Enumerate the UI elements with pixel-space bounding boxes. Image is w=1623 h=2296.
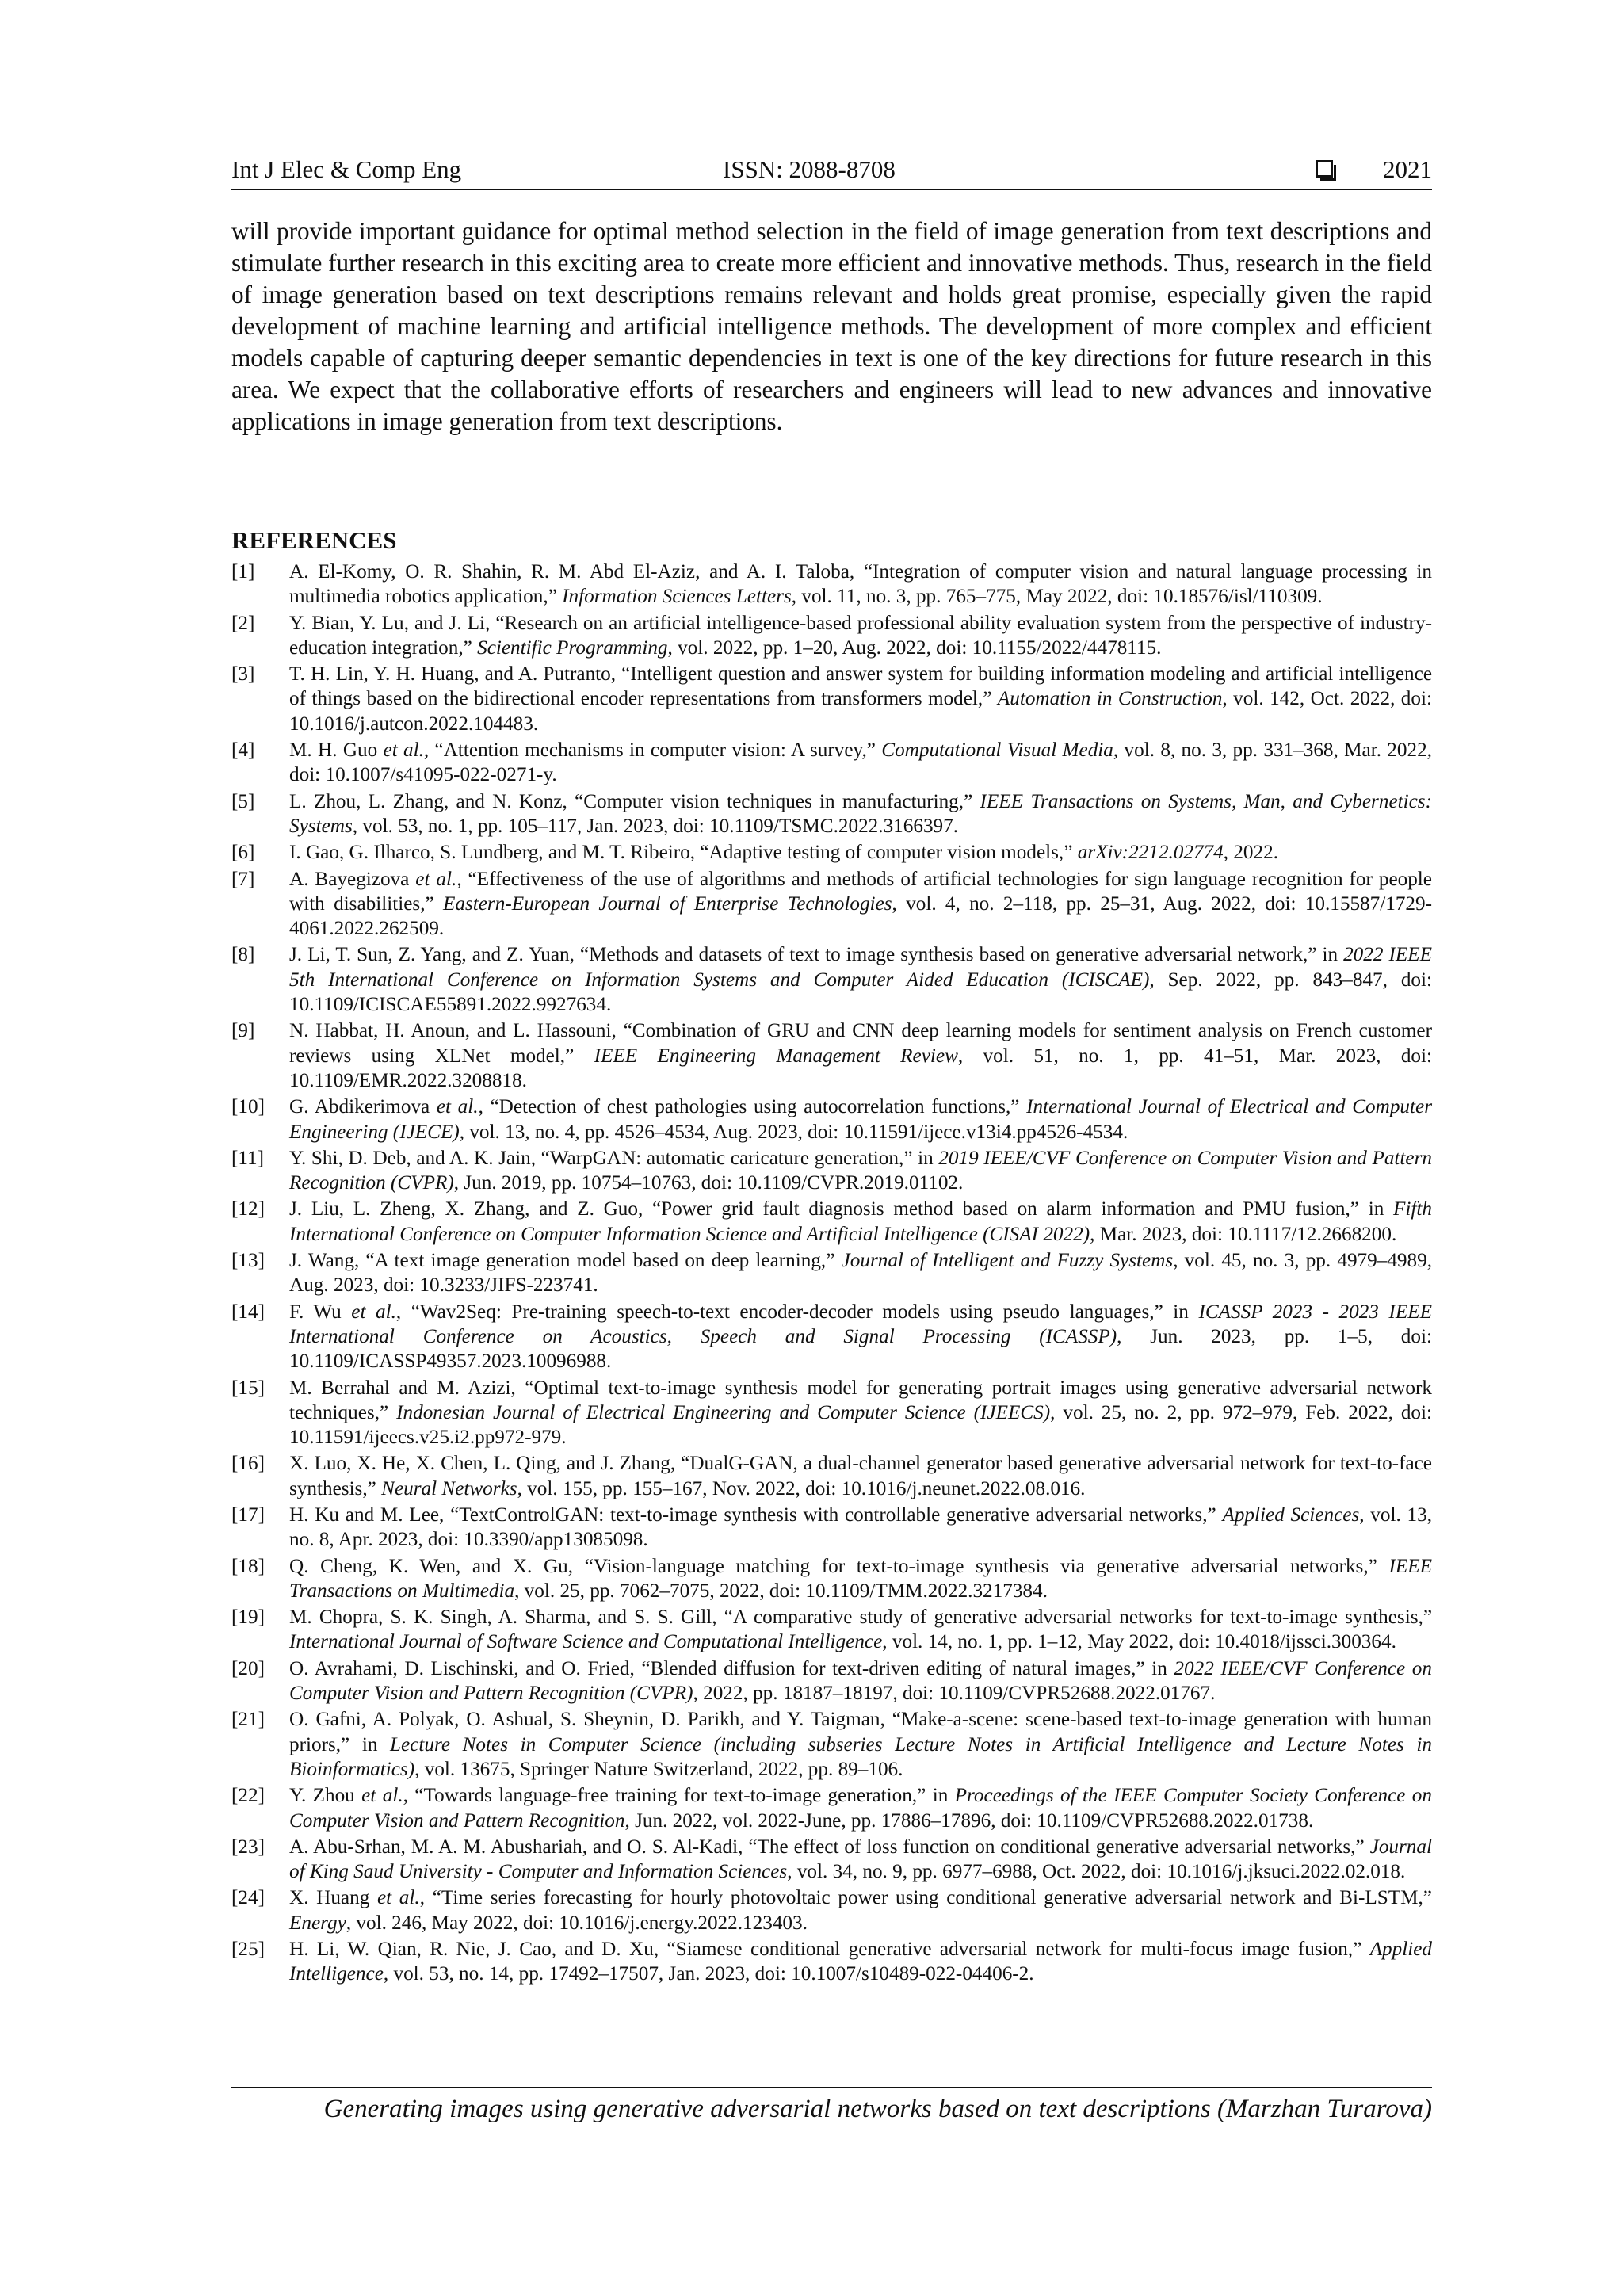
reference-segment: , vol. 11, no. 3, pp. 765–775, May 2022, doi: 10.18576/isl/110309. (791, 586, 1323, 608)
reference-number: [19] (231, 1606, 265, 1629)
reference-text (289, 1197, 1432, 1247)
reference-item (231, 840, 1432, 865)
reference-segment: , vol. 2022, pp. 1–20, Aug. 2022, doi: 10.1155/2022/4478115. (667, 636, 1162, 659)
reference-segment: , Jun. 2023, pp. 1–5, doi: 10.1109/ICASSP49357.2023.10096988. (289, 1325, 1432, 1373)
reference-item (231, 1146, 1432, 1196)
reference-segment: , Jun. 2022, vol. 2022-June, pp. 17886–17896, doi: 10.1109/CVPR52688.2022.01738. (624, 1809, 1314, 1832)
reference-segment: , “Effectiveness of the use of algorithms and methods of artificial technologies for sign language recognition for people with disabilities,” (289, 868, 1432, 915)
reference-item (231, 1605, 1432, 1655)
reference-text (289, 942, 1432, 1017)
reference-segment: , Mar. 2023, doi: 10.1117/12.2668200. (1090, 1223, 1397, 1245)
reference-segment: , “Detection of chest pathologies using autocorrelation functions,” (478, 1096, 1027, 1118)
page-number: 2021 (1383, 155, 1432, 183)
reference-venue: Journal of King Saud University - Computer and Information Sciences (289, 1836, 1432, 1883)
reference-text (289, 662, 1432, 736)
reference-number: [6] (231, 842, 255, 864)
reference-text (289, 1554, 1432, 1604)
reference-text (289, 1783, 1432, 1833)
journal-name: Int J Elec & Comp Eng (231, 155, 462, 183)
reference-segment: Y. Bian, Y. Lu, and J. Li, “Research on an artificial intelligence-based professional ability evaluation system from the perspective of industry-education integration,” (289, 612, 1432, 659)
reference-segment: H. Ku and M. Lee, “TextControlGAN: text-to-image synthesis with controllable generative adversarial networks,” (289, 1503, 1223, 1526)
reference-segment: , “Time series forecasting for hourly photovoltaic power using conditional generative adversarial network and Bi-LSTM,” (419, 1887, 1432, 1909)
reference-item (231, 1885, 1432, 1935)
reference-venue: Information Sciences Letters (562, 586, 792, 608)
reference-venue: Applied Intelligence (289, 1939, 1432, 1985)
reference-item (231, 1554, 1432, 1604)
issn: ISSN: 2088-8708 (723, 155, 896, 183)
reference-segment: M. Berrahal and M. Azizi, “Optimal text-to-image synthesis model for generating portrait images using generative adversarial network techniques,” (289, 1377, 1432, 1423)
reference-item (231, 1503, 1432, 1553)
reference-segment: O. Avrahami, D. Lischinski, and O. Fried, “Blended diffusion for text-driven editing of natural images,” in (289, 1657, 1174, 1679)
reference-text (289, 611, 1432, 661)
reference-number: [1] (231, 561, 255, 583)
reference-number: [20] (231, 1657, 265, 1679)
reference-number: [5] (231, 790, 255, 812)
reference-segment: N. Habbat, H. Anoun, and L. Hassouni, “Combination of GRU and CNN deep learning models for sentiment analysis on French customer reviews using XLNet model,” (289, 1020, 1432, 1067)
reference-venue: 2022 IEEE/CVF Conference on Computer Vision and Pattern Recognition (CVPR) (289, 1657, 1432, 1705)
reference-number: [4] (231, 739, 255, 762)
reference-segment: J. Li, T. Sun, Z. Yang, and Z. Yuan, “Methods and datasets of text to image synthesis based on generative adversarial network,” in (289, 944, 1344, 966)
reference-text (289, 1248, 1432, 1298)
reference-number: [8] (231, 944, 255, 966)
reference-venue: IEEE Transactions on Systems, Man, and Cybernetics: Systems (289, 790, 1432, 837)
reference-text (289, 840, 1432, 865)
reference-venue: arXiv:2212.02774 (1077, 842, 1224, 864)
body-paragraph: will provide important guidance for optimal method selection in the field of image generation from text descriptions and stimulate further research in this exciting area to create more efficient and innovative methods. Thus, research in the field of image generation based on text descriptions remains relevant and holds great promise, especially given the rapid development of machine learning and artificial intelligence methods. The development of more complex and efficient models capable of capturing deeper semantic dependencies in text is one of the key directions for future research in this area. We expect that the collaborative efforts of researchers and engineers will lead to new advances and innovative applications in image generation from text descriptions. (231, 217, 1432, 435)
reference-venue: Lecture Notes in Computer Science (including subseries Lecture Notes in Artificial Intelligence and Lecture Notes in Bioinformatics) (289, 1733, 1432, 1780)
reference-venue: Automation in Construction (997, 688, 1223, 710)
reference-segment: J. Wang, “A text image generation model based on deep learning,” (289, 1250, 842, 1272)
reference-segment: , vol. 13, no. 4, pp. 4526–4534, Aug. 2023, doi: 10.11591/ijece.v13i4.pp4526-4534. (459, 1121, 1128, 1143)
reference-venue: ICASSP 2023 - 2023 IEEE International Conference on Acoustics, Speech and Signal Processing (ICASSP) (289, 1301, 1432, 1347)
reference-item (231, 1835, 1432, 1885)
reference-segment: M. Chopra, S. K. Singh, A. Sharma, and S. S. Gill, “A comparative study of generative adversarial networks for text-to-image synthesis,” (289, 1606, 1432, 1629)
reference-segment: , “Towards language-free training for text-to-image generation,” in (403, 1785, 955, 1807)
footer-divider (231, 2087, 1432, 2088)
reference-number: [13] (231, 1250, 265, 1272)
reference-segment: A. Abu-Srhan, M. A. M. Abushariah, and O. S. Al-Kadi, “The effect of loss function on conditional generative adversarial networks,” (289, 1836, 1370, 1858)
reference-text (289, 867, 1432, 942)
reference-item (231, 1451, 1432, 1501)
reference-number: [23] (231, 1836, 265, 1858)
square-icon (1316, 160, 1333, 178)
reference-segment: X. Luo, X. He, X. Chen, L. Qing, and J. Zhang, “DualG-GAN, a dual-channel generator based generative adversarial network for text-to-face synthesis,” (289, 1453, 1432, 1499)
reference-segment: F. Wu (289, 1301, 352, 1323)
reference-venue: et al. (415, 868, 457, 890)
reference-segment: J. Liu, L. Zheng, X. Zhang, and Z. Guo, “Power grid fault diagnosis method based on alarm information and PMU fusion,” in (289, 1198, 1394, 1221)
reference-text (289, 789, 1432, 839)
reference-segment: , 2022. (1223, 842, 1278, 864)
reference-number: [22] (231, 1785, 265, 1807)
reference-number: [9] (231, 1020, 255, 1042)
reference-segment: , 2022, pp. 18187–18197, doi: 10.1109/CVPR52688.2022.01767. (693, 1683, 1216, 1705)
reference-segment: , vol. 4, no. 2–118, pp. 25–31, Aug. 2022, doi: 10.15587/1729-4061.2022.262509. (289, 892, 1432, 940)
reference-venue: Computational Visual Media (881, 739, 1113, 762)
reference-item (231, 1095, 1432, 1144)
reference-venue: Fifth International Conference on Computer Information Science and Artificial Intelligence (CISAI 2022) (289, 1198, 1432, 1245)
reference-item (231, 1248, 1432, 1298)
references-heading: REFERENCES (231, 526, 397, 554)
reference-item (231, 1783, 1432, 1833)
reference-segment: , vol. 14, no. 1, pp. 1–12, May 2022, doi: 10.4018/ijssci.300364. (882, 1631, 1396, 1653)
reference-text (289, 1451, 1432, 1501)
reference-venue: Scientific Programming (477, 636, 668, 659)
reference-number: [3] (231, 663, 255, 686)
reference-segment: , vol. 13, no. 8, Apr. 2023, doi: 10.3390/app13085098. (289, 1503, 1433, 1551)
reference-segment: I. Gao, G. Ilharco, S. Lundberg, and M. T. Ribeiro, “Adaptive testing of computer vision models,” (289, 842, 1078, 864)
reference-number: [24] (231, 1887, 265, 1909)
reference-item (231, 560, 1432, 609)
reference-segment: , vol. 142, Oct. 2022, doi: 10.1016/j.autcon.2022.104483. (289, 688, 1432, 735)
reference-venue: Proceedings of the IEEE Computer Society Conference on Computer Vision and Pattern Recognition (289, 1785, 1432, 1832)
reference-number: [25] (231, 1939, 265, 1961)
reference-segment: , vol. 53, no. 1, pp. 105–117, Jan. 2023, doi: 10.1109/TSMC.2022.3166397. (352, 815, 959, 837)
reference-segment: Y. Zhou (289, 1785, 362, 1807)
reference-segment: T. H. Lin, Y. H. Huang, and A. Putranto, “Intelligent question and answer system for building information modeling and artificial intelligence of things based on the bidirectional encoder representations from transformers model,” (289, 663, 1432, 710)
reference-venue: et al. (351, 1301, 396, 1323)
reference-item (231, 1656, 1432, 1706)
reference-segment: , vol. 155, pp. 155–167, Nov. 2022, doi: 10.1016/j.neunet.2022.08.016. (517, 1477, 1086, 1499)
reference-segment: L. Zhou, L. Zhang, and N. Konz, “Computer vision techniques in manufacturing,” (289, 790, 980, 812)
reference-text (289, 1656, 1432, 1706)
reference-text (289, 738, 1432, 788)
reference-venue: IEEE Engineering Management Review (594, 1045, 958, 1067)
reference-number: [21] (231, 1709, 265, 1731)
reference-segment: , “Wav2Seq: Pre-training speech-to-text encoder-decoder models using pseudo languages,” in (395, 1301, 1199, 1323)
reference-segment: , vol. 13675, Springer Nature Switzerland, 2022, pp. 89–106. (414, 1758, 903, 1780)
reference-number: [17] (231, 1503, 265, 1526)
reference-venue: 2022 IEEE 5th International Conference on Information Systems and Computer Aided Education (ICISCAE) (289, 944, 1432, 991)
reference-venue: et al. (361, 1785, 403, 1807)
reference-segment: G. Abdikerimova (289, 1096, 437, 1118)
reference-text (289, 1018, 1432, 1093)
reference-number: [16] (231, 1453, 265, 1475)
reference-segment: , vol. 25, pp. 7062–7075, 2022, doi: 10.1109/TMM.2022.3217384. (514, 1580, 1048, 1602)
reference-number: [14] (231, 1301, 265, 1323)
reference-venue: Applied Sciences (1222, 1503, 1360, 1526)
reference-segment: H. Li, W. Qian, R. Nie, J. Cao, and D. Xu, “Siamese conditional generative adversarial network for multi-focus image fusion,” (289, 1939, 1370, 1961)
reference-segment: Q. Cheng, K. Wen, and X. Gu, “Vision-language matching for text-to-image synthesis via generative adversarial networks,” (289, 1555, 1389, 1577)
reference-text (289, 1885, 1432, 1935)
reference-text (289, 1146, 1432, 1196)
reference-segment: , vol. 53, no. 14, pp. 17492–17507, Jan. 2023, doi: 10.1007/s10489-022-04406-2. (383, 1963, 1034, 1985)
reference-text (289, 1937, 1432, 1987)
reference-segment: , vol. 25, no. 2, pp. 972–979, Feb. 2022, doi: 10.11591/ijeecs.v25.i2.pp972-979. (289, 1401, 1433, 1449)
reference-text (289, 1605, 1432, 1655)
page-header (231, 155, 1432, 189)
reference-item (231, 789, 1432, 839)
reference-segment: , vol. 34, no. 9, pp. 6977–6988, Oct. 2022, doi: 10.1016/j.jksuci.2022.02.018. (787, 1861, 1406, 1883)
reference-text (289, 1300, 1432, 1374)
reference-segment: M. H. Guo (289, 739, 384, 762)
reference-item (231, 1937, 1432, 1987)
reference-item (231, 611, 1432, 661)
reference-item (231, 867, 1432, 942)
references-list (231, 560, 1432, 1988)
reference-number: [10] (231, 1096, 265, 1118)
reference-venue: IEEE Transactions on Multimedia (289, 1555, 1432, 1602)
reference-item (231, 1376, 1432, 1450)
reference-venue: Journal of Intelligent and Fuzzy Systems (841, 1250, 1174, 1272)
reference-venue: et al. (436, 1096, 479, 1118)
reference-venue: 2019 IEEE/CVF Conference on Computer Vision and Pattern Recognition (CVPR) (289, 1147, 1432, 1194)
reference-venue: et al. (383, 739, 424, 762)
reference-item (231, 942, 1432, 1017)
reference-text (289, 1095, 1432, 1144)
reference-text (289, 1503, 1432, 1553)
reference-text (289, 1835, 1432, 1885)
header-divider (231, 189, 1432, 190)
page-footer: Generating images using generative adversarial networks based on text descriptions (Marzhan Turarova) (323, 2095, 1432, 2123)
reference-venue: Energy (289, 1912, 346, 1934)
reference-number: [11] (231, 1147, 265, 1169)
reference-segment: Y. Shi, D. Deb, and A. K. Jain, “WarpGAN: automatic caricature generation,” in (289, 1147, 939, 1169)
reference-item (231, 1707, 1432, 1782)
reference-segment: A. Bayegizova (289, 868, 416, 890)
reference-text (289, 560, 1432, 609)
reference-venue: et al. (376, 1887, 420, 1909)
reference-segment: , Sep. 2022, pp. 843–847, doi: 10.1109/ICISCAE55891.2022.9927634. (289, 968, 1432, 1016)
reference-segment: A. El-Komy, O. R. Shahin, R. M. Abd El-Aziz, and A. I. Taloba, “Integration of computer vision and natural language processing in multimedia robotics application,” (289, 561, 1432, 608)
reference-segment: O. Gafni, A. Polyak, O. Ashual, S. Sheynin, D. Parikh, and Y. Taigman, “Make-a-scene: scene-based text-to-image generation with human priors,” in (289, 1709, 1432, 1755)
reference-segment: , vol. 51, no. 1, pp. 41–51, Mar. 2023, doi: 10.1109/EMR.2022.3208818. (289, 1045, 1432, 1091)
reference-text (289, 1707, 1432, 1782)
reference-item (231, 1300, 1432, 1374)
reference-segment: , vol. 246, May 2022, doi: 10.1016/j.energy.2022.123403. (346, 1912, 808, 1934)
reference-segment: , “Attention mechanisms in computer vision: A survey,” (423, 739, 882, 762)
reference-venue: Indonesian Journal of Electrical Engineering and Computer Science (IJEECS) (396, 1401, 1051, 1423)
reference-number: [7] (231, 868, 255, 890)
reference-item (231, 1197, 1432, 1247)
reference-venue: Neural Networks (381, 1477, 517, 1499)
reference-segment: , vol. 45, no. 3, pp. 4979–4989, Aug. 2023, doi: 10.3233/JIFS-223741. (289, 1250, 1432, 1297)
reference-venue: International Journal of Electrical and Computer Engineering (IJECE) (289, 1096, 1432, 1143)
reference-text (289, 1376, 1432, 1450)
reference-venue: International Journal of Software Science and Computational Intelligence (289, 1631, 883, 1653)
reference-venue: Eastern-European Journal of Enterprise Technologies (442, 892, 892, 915)
reference-segment: , Jun. 2019, pp. 10754–10763, doi: 10.1109/CVPR.2019.01102. (453, 1172, 964, 1194)
reference-number: [2] (231, 612, 255, 634)
reference-number: [18] (231, 1555, 265, 1577)
reference-item (231, 1018, 1432, 1093)
reference-number: [15] (231, 1377, 265, 1399)
reference-segment: X. Huang (289, 1887, 377, 1909)
reference-item (231, 662, 1432, 736)
reference-number: [12] (231, 1198, 265, 1221)
reference-item (231, 738, 1432, 788)
reference-segment: , vol. 8, no. 3, pp. 331–368, Mar. 2022, doi: 10.1007/s41095-022-0271-y. (289, 739, 1432, 786)
